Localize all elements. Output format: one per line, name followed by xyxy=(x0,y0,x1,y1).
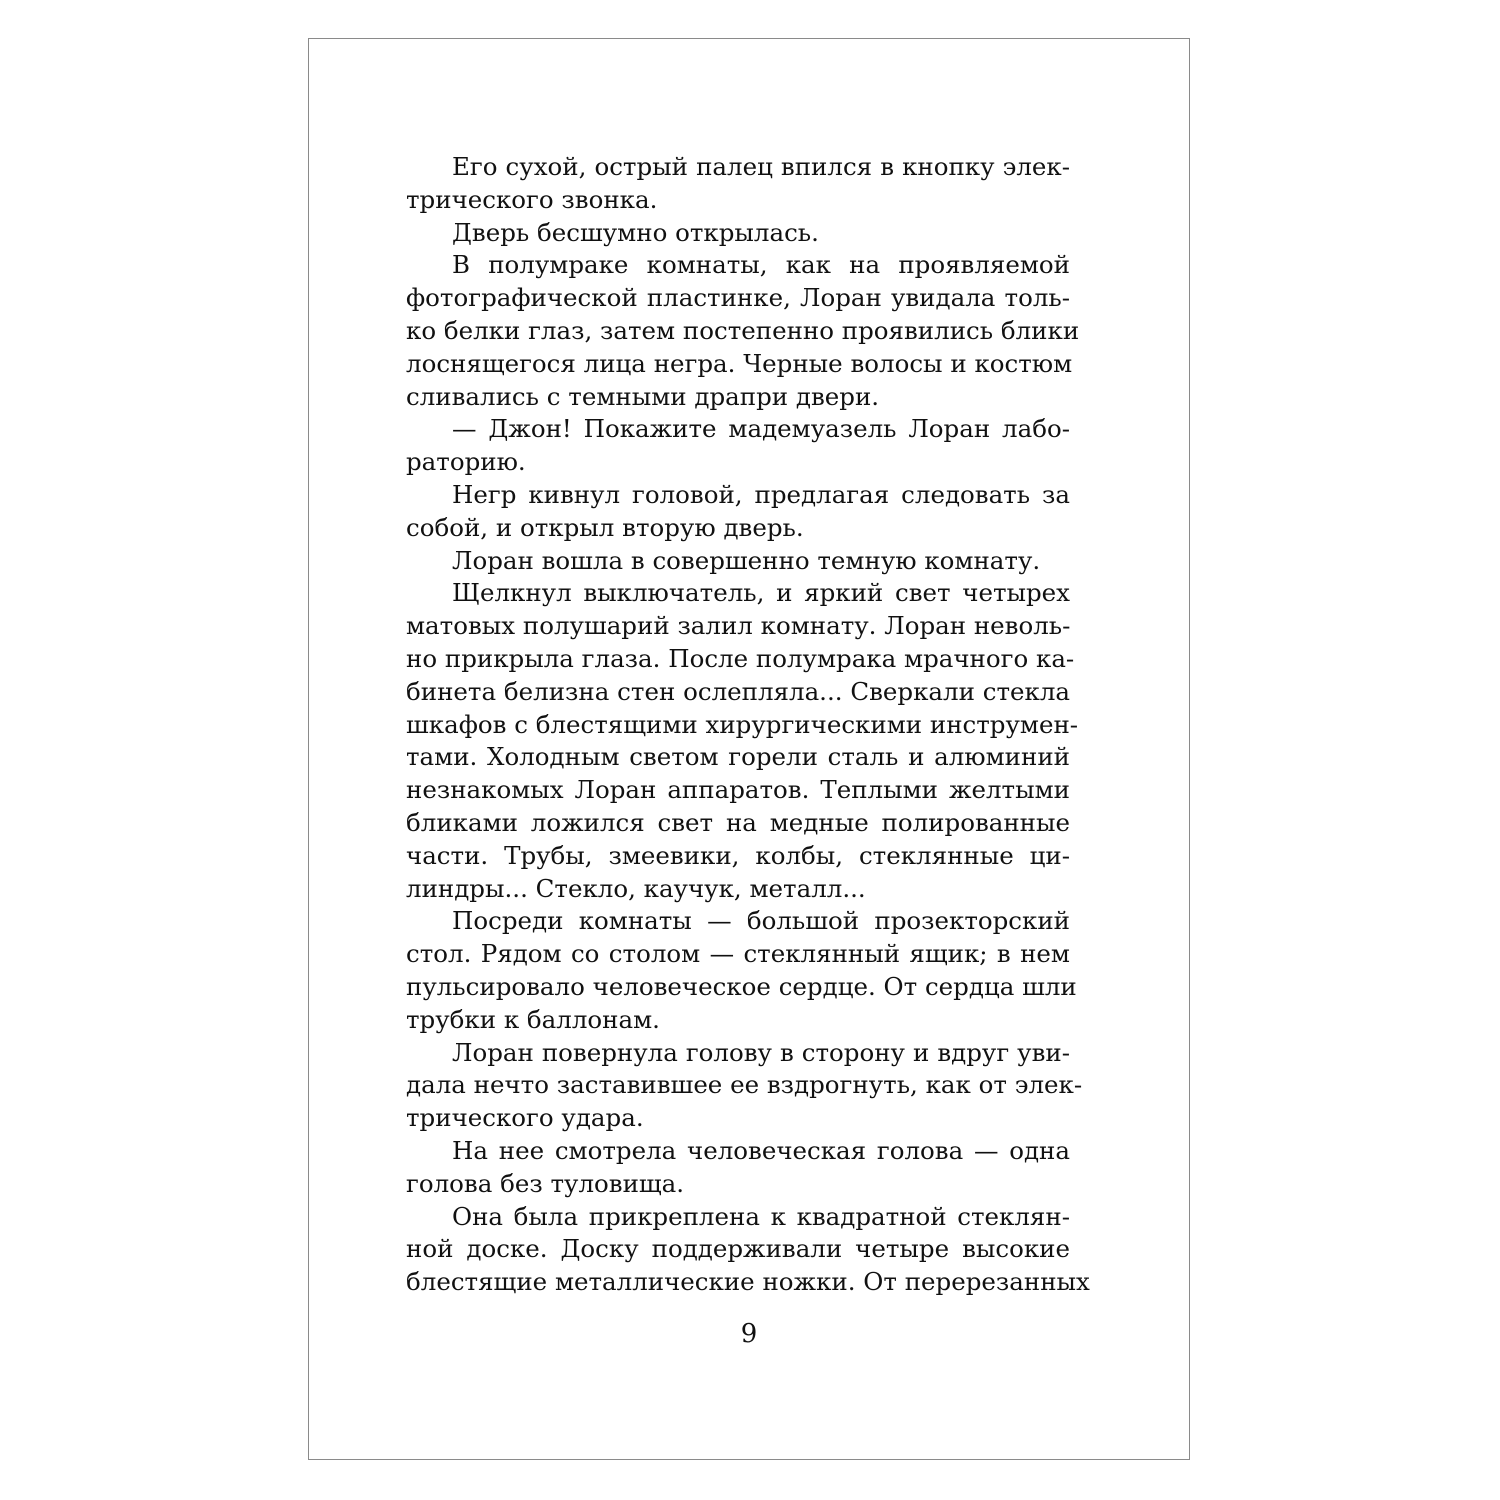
text-line: — Джон! Покажите мадемуазель Лоран лабо- xyxy=(452,414,1070,444)
text-line: Посреди комнаты — большой прозекторский xyxy=(452,906,1070,936)
text-line: части. Трубы, змеевики, колбы, стеклянные ци- xyxy=(406,840,1070,870)
book-page xyxy=(308,38,1190,1460)
text-line: голова без туловища. xyxy=(406,1168,685,1198)
text-line: трического звонка. xyxy=(406,184,658,214)
text-line: дала нечто заставившее ее вздрогнуть, как от элек- xyxy=(406,1070,1083,1100)
text-line: трического удара. xyxy=(406,1103,644,1133)
text-line: пульсировало человеческое сердце. От сердца шли xyxy=(406,971,1077,1001)
body-text xyxy=(406,151,1090,1299)
text-line: На нее смотрела человеческая голова — одна xyxy=(452,1135,1070,1165)
text-line: раторию. xyxy=(406,447,526,477)
text-line: тами. Холодным светом горели сталь и алюминий xyxy=(406,742,1070,772)
text-line: Дверь бесшумно открылась. xyxy=(452,217,819,247)
text-line: блестящие металлические ножки. От перерезанных xyxy=(406,1267,1090,1297)
text-line: Она была прикреплена к квадратной стеклян- xyxy=(452,1201,1070,1231)
text-line: бликами ложился свет на медные полированные xyxy=(406,807,1070,837)
text-line: линдры... Стекло, каучук, металл... xyxy=(406,873,866,903)
text-line: Его сухой, острый палец впился в кнопку элек- xyxy=(452,152,1070,181)
text-line: лоснящегося лица негра. Черные волосы и костюм xyxy=(406,348,1073,378)
text-line: Лоран повернула голову в сторону и вдруг уви- xyxy=(452,1037,1070,1067)
text-line: ной доске. Доску поддерживали четыре высокие xyxy=(406,1234,1070,1264)
text-line: ко белки глаз, затем постепенно проявились блики xyxy=(406,315,1080,345)
text-line: Щелкнул выключатель, и яркий свет четырех xyxy=(452,578,1070,608)
text-line: фотографической пластинке, Лоран увидала толь- xyxy=(406,283,1070,313)
text-line: В полумраке комнаты, как на проявляемой xyxy=(452,250,1070,280)
text-line: но прикрыла глаза. После полумрака мрачного ка- xyxy=(406,643,1075,673)
text-line: Негр кивнул головой, предлагая следовать за xyxy=(452,479,1070,509)
text-line: трубки к баллонам. xyxy=(406,1004,660,1034)
text-line: матовых полушарий залил комнату. Лоран неволь- xyxy=(406,611,1071,641)
page-number: 9 xyxy=(740,1319,758,1349)
text-line: шкафов с блестящими хирургическими инструмен- xyxy=(406,709,1079,739)
text-line: Лоран вошла в совершенно темную комнату. xyxy=(452,545,1041,575)
text-line: незнакомых Лоран аппаратов. Теплыми желтыми xyxy=(406,775,1070,805)
text-line: стол. Рядом со столом — стеклянный ящик; в нем xyxy=(406,939,1070,969)
text-line: собой, и открыл вторую дверь. xyxy=(406,512,804,542)
text-line: сливались с темными драпри двери. xyxy=(406,381,880,411)
text-line: бинета белизна стен ослепляла... Сверкали стекла xyxy=(406,676,1070,706)
